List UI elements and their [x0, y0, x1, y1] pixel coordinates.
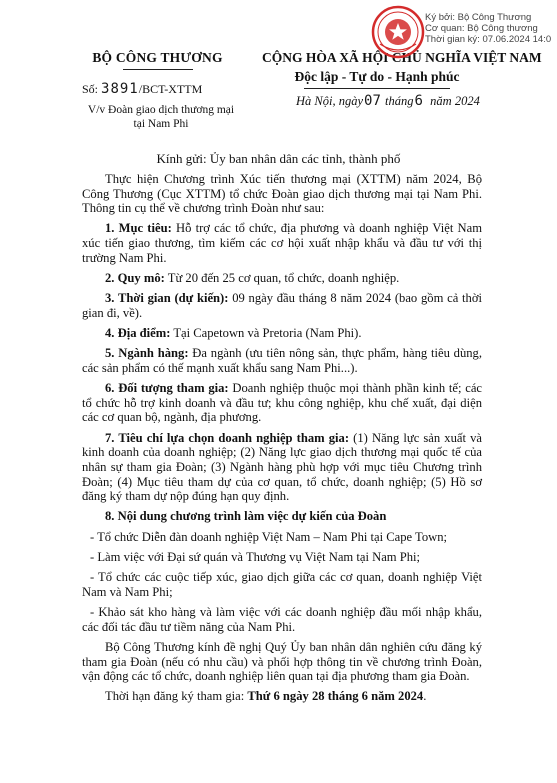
header-right-divider	[304, 88, 450, 89]
recipient-line: Kính gửi: Ủy ban nhân dân các tỉnh, thành phố	[156, 151, 401, 166]
signature-agency: Cơ quan: Bộ Công thương	[425, 23, 538, 34]
signature-signer: Ký bởi: Bộ Công Thương	[425, 12, 532, 23]
national-motto: Độc lập - Tự do - Hạnh phúc	[294, 69, 460, 84]
document-number-value: 3891	[101, 81, 139, 97]
closing-paragraph: Bộ Công Thương kính đề nghị Quý Ủy ban nhân dân nghiên cứu đăng ký tham gia Đoàn (nếu có nhu cầu) và phối hợp thông tin về chương trình Đoàn, vận động các tổ chức, doanh nghiệp liên quan tại địa phương tham gia Đoàn.	[82, 639, 482, 684]
date-year: năm 2024	[430, 94, 480, 108]
item-text: (1) Năng lực sản xuất và kinh doanh của doanh nghiệp; (2) Năng lực giao dịch thương mại quốc tế của nhân sự tham gia Đoàn; (3) Ngành hàng phù hợp với mục tiêu Chương trình Đoàn; (4) Mục tiêu tham dự của cơ quan, tổ chức, doanh nghiệp; (5) Hồ sơ đăng ký tham dự nộp đúng hạn quy định.	[82, 430, 482, 504]
deadline-paragraph	[82, 689, 482, 704]
date-day: 07	[364, 93, 381, 109]
item-label: 2. Quy mô:	[105, 270, 165, 285]
document-number-prefix: Số:	[82, 82, 99, 96]
date-month-label: tháng	[385, 94, 414, 108]
item-label: 6. Đối tượng tham gia:	[105, 381, 229, 396]
section8-title	[82, 509, 482, 524]
item-text: Tại Capetown và Pretoria (Nam Phi).	[170, 326, 362, 341]
deadline-value: Thứ 6 ngày 28 tháng 6 năm 2024	[247, 689, 424, 704]
deadline-label: Thời hạn đăng ký tham gia:	[105, 689, 248, 704]
signature-time: Thời gian ký: 07.06.2024 14:0	[425, 34, 552, 45]
national-title: CỘNG HÒA XÃ HỘI CHỦ NGHĨA VIỆT NAM	[262, 50, 542, 65]
digital-signature-info	[425, 12, 557, 45]
date-month: 6	[414, 93, 423, 109]
item-label: 5. Ngành hàng:	[105, 346, 189, 361]
intro-paragraph: Thực hiện Chương trình Xúc tiến thương mại (XTTM) năm 2024, Bộ Công Thương (Cục XTTM) tổ chức Đoàn giao dịch thương mại tại Nam Phi. Thông tin cụ thể về chương trình Đoàn như sau:	[82, 172, 482, 216]
item-text: Từ 20 đến 25 cơ quan, tổ chức, doanh nghiệp.	[164, 270, 400, 285]
item-text: Đa ngành (ưu tiên nông sản, thực phẩm, hàng tiêu dùng, các sản phẩm có thế mạnh xuất khẩu sang Nam Phi...).	[82, 346, 482, 375]
section8-item: - Tổ chức Diễn đàn doanh nghiệp Việt Nam – Nam Phi tại Cape Town;	[90, 529, 448, 544]
item-industry	[82, 346, 482, 375]
item-criteria	[82, 431, 482, 504]
document-number	[82, 81, 202, 97]
item-location	[82, 326, 482, 341]
header-left-divider	[123, 69, 193, 70]
document-subject: V/v Đoàn giao dịch thương mại tại Nam Phi	[87, 104, 235, 130]
item-objective	[82, 221, 482, 265]
issuing-organization: BỘ CÔNG THƯƠNG	[92, 50, 223, 65]
document-number-suffix: /BCT-XTTM	[138, 82, 203, 96]
item-label: 4. Địa điểm:	[105, 326, 171, 341]
item-label: 7. Tiêu chí lựa chọn doanh nghiệp tham gia:	[105, 430, 350, 445]
item-participants	[82, 381, 482, 425]
section8-item: - Tổ chức các cuộc tiếp xúc, giao dịch giữa các cơ quan, doanh nghiệp Việt Nam và Nam Phi;	[82, 570, 482, 599]
official-seal-icon	[370, 4, 426, 60]
deadline-end: .	[423, 689, 427, 704]
item-text: Doanh nghiệp thuộc mọi thành phần kinh tế; các tổ chức hỗ trợ kinh doanh và đầu tư; khu công nghiệp, khu chế xuất, đại diện các cơ quan bộ, ngành, địa phương.	[82, 381, 483, 425]
header-left	[70, 50, 245, 70]
item-text: Hỗ trợ các tổ chức, địa phương và doanh nghiệp Việt Nam xúc tiến giao thương, tìm kiếm các cơ hội xuất nhập khẩu và đầu tư với thị trường Nam Phi.	[82, 221, 483, 265]
section8-title-text: 8. Nội dung chương trình làm việc dự kiến của Đoàn	[105, 509, 387, 524]
item-time	[82, 291, 482, 320]
section8-item: - Làm việc với Đại sứ quán và Thương vụ Việt Nam tại Nam Phi;	[90, 549, 421, 564]
section8-item: - Khảo sát kho hàng và làm việc với các doanh nghiệp đầu mối nhập khẩu, các đối tác đầu tư tiềm năng của Nam Phi.	[82, 605, 482, 634]
document-date	[296, 93, 480, 109]
item-text: 09 ngày đầu tháng 8 năm 2024 (bao gồm cả thời gian đi, về).	[82, 291, 482, 320]
item-scale	[82, 271, 482, 286]
item-label: 3. Thời gian (dự kiến):	[105, 291, 229, 306]
date-place: Hà Nội, ngày	[296, 94, 364, 108]
document-body	[82, 172, 482, 710]
item-label: 1. Mục tiêu:	[105, 221, 172, 236]
